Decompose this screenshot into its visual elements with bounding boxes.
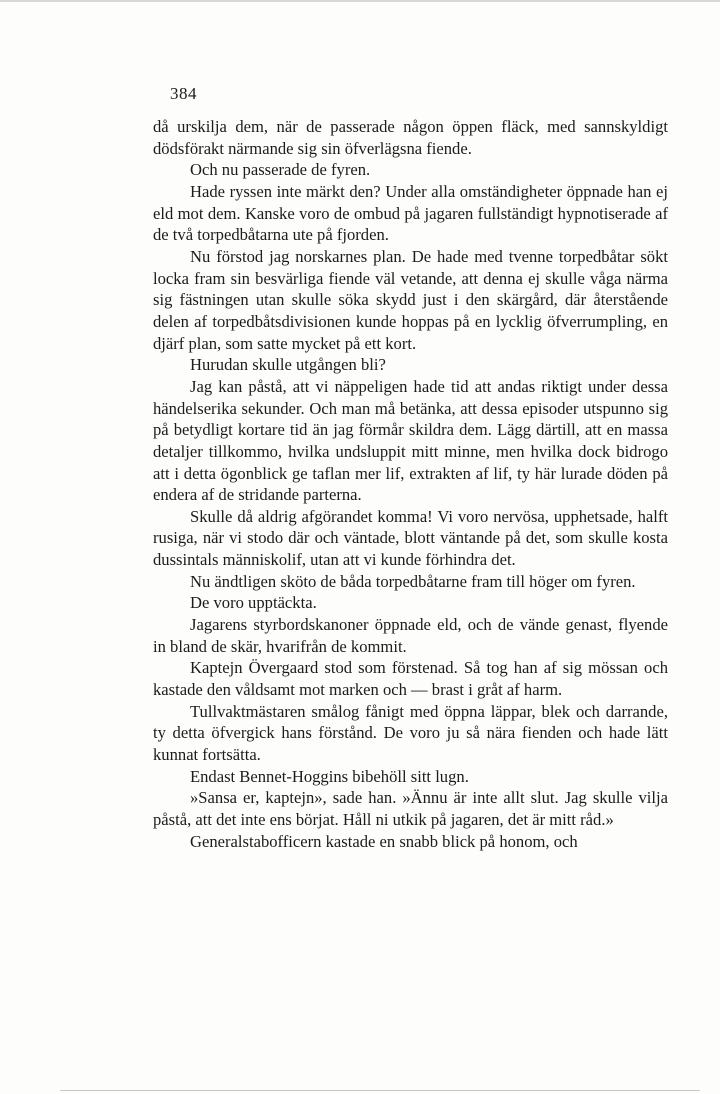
paragraph-9: De voro upptäckta.: [190, 593, 317, 613]
paragraph-7: Skulle då aldrig afgörandet komma! Vi voro nervösa, upphetsade, halft rusiga, när vi stodo där och väntade, blott väntande på det, som skulle kosta dussintals människolif, utan att vi kunde förhindra det.: [153, 506, 668, 570]
paragraph-13: Endast Bennet-Hoggins bibehöll sitt lugn.: [190, 766, 469, 786]
paragraph-5: Hurudan skulle utgången bli?: [190, 355, 386, 375]
paragraph-15: Generalstabofficern kastade en snabb blick på honom, och: [190, 831, 578, 851]
body-text: [153, 116, 668, 852]
paragraph-8: Nu ändtligen sköto de båda torpedbåtarne fram till höger om fyren.: [190, 571, 636, 591]
paragraph-11: Kaptejn Övergaard stod som förstenad. Så tog han af sig mössan och kastade den våldsamt mot marken och — brast i gråt af harm.: [153, 658, 668, 700]
page-number: 384: [170, 84, 197, 103]
paragraph-12: Tullvaktmästaren smålog fånigt med öppna läppar, blek och darrande, ty detta öfvergick hans förstånd. De voro ju så nära fienden och hade lätt kunnat fortsätta.: [153, 701, 668, 765]
paragraph-10: Jagarens styrbordskanoner öppnade eld, och de vände genast, flyende in bland de skär, hvarifrån de kommit.: [153, 615, 668, 656]
top-edge-rule: [0, 0, 720, 2]
paragraph-14: »Sansa er, kaptejn», sade han. »Ännu är inte allt slut. Jag skulle vilja påstå, att det inte ens börjat. Håll ni utkik på jagaren, det är mitt råd.»: [153, 788, 668, 829]
paragraph-6: Jag kan påstå, att vi näppeligen hade tid att andas riktigt under dessa händelserika sekunder. Och man må betänka, att dessa episoder utspunno sig på betydligt kortare tid än jag förmår skildra dem. Lägg därtill, att en massa detaljer tillkommo, hvilka undsluppit mitt minne, men hvilka dock bidrogo att i detta ögonblick ge taflan mer lif, extrakten af lif, ty här lurade döden på endera af de stridande parterna.: [153, 376, 668, 505]
paragraph-4: Nu förstod jag norskarnes plan. De hade med tvenne torpedbåtar sökt locka fram sin besvärliga fiende väl vetande, att denna ej skulle våga närma sig fästningen utan skulle söka skydd just i den skärgård, där återstående delen af torpedbåtsdivisionen kunde hoppas på en lycklig öfverrumpling, en djärf plan, som satte mycket på ett kort.: [153, 246, 668, 353]
paragraph-3: Hade ryssen inte märkt den? Under alla omständigheter öppnade han ej eld mot dem. Kanske voro de ombud på jagaren fullständigt hypnotiserade af de två torpedbåtarna ute på fjorden.: [153, 181, 668, 245]
bottom-edge-rule: [60, 1090, 700, 1091]
paragraph-1: då urskilja dem, när de passerade någon öppen fläck, med sannskyldigt dödsförakt närmande sig sin öfverlägsna fiende.: [153, 117, 668, 158]
paragraph-2: Och nu passerade de fyren.: [190, 160, 371, 180]
